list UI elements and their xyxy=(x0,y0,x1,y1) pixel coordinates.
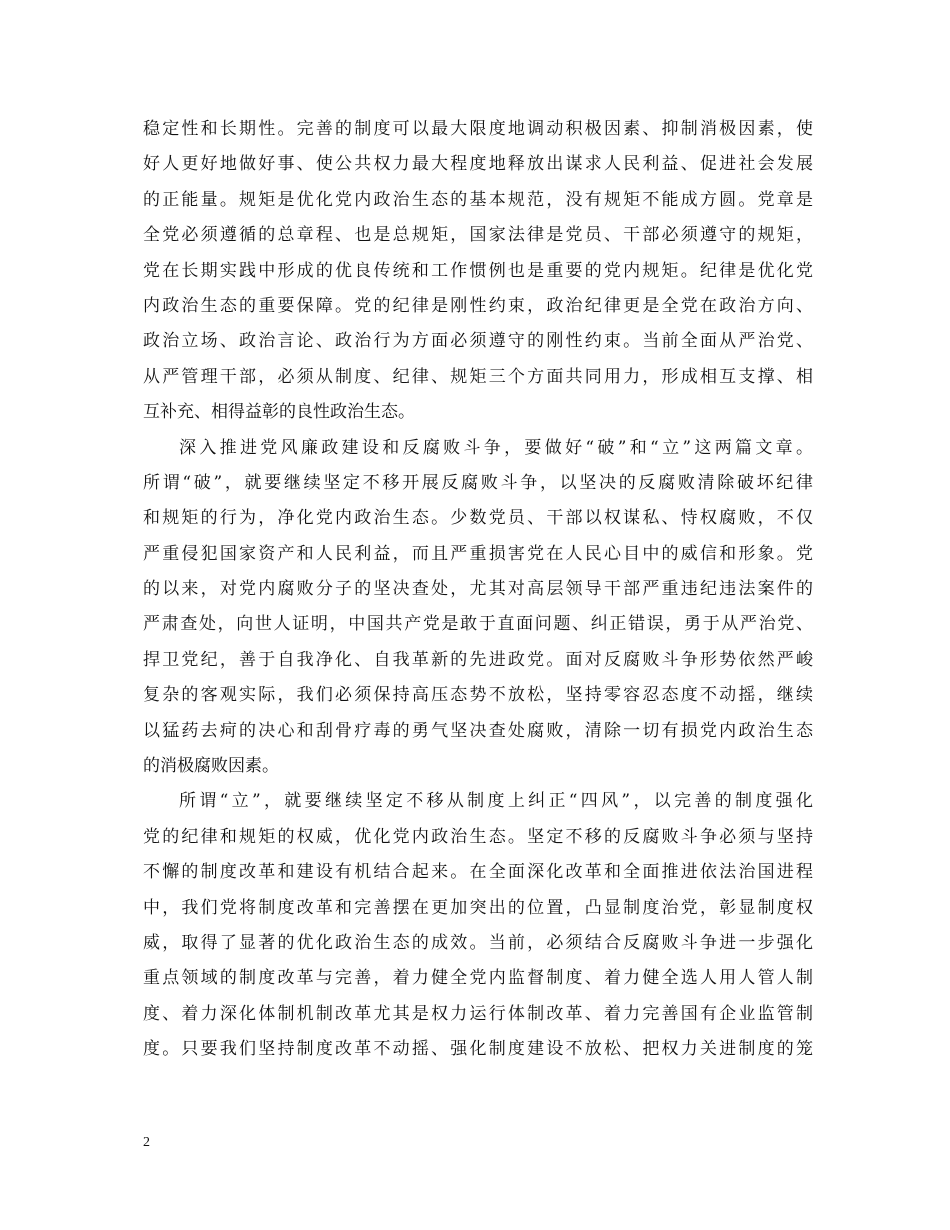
text-line: 稳定性和长期性。完善的制度可以最大限度地调动积极因素、抑制消极因素，使 xyxy=(143,119,813,139)
text-line: 不懈的制度改革和建设有机结合起来。在全面深化改革和全面推进依法治国进程 xyxy=(143,862,813,883)
text-line: 好人更好地做好事、使公共权力最大程度地释放出谋求人民利益、促进社会发展 xyxy=(143,154,813,175)
text-line: 以猛药去疴的决心和刮骨疗毒的勇气坚决查处腐败，清除一切有损党内政治生态 xyxy=(143,720,813,741)
page-number: 2 xyxy=(143,1135,150,1150)
text-line: 捍卫党纪，善于自我净化、自我革新的先进政党。面对反腐败斗争形势依然严峻 xyxy=(143,649,813,670)
text-line: 的以来，对党内腐败分子的坚决查处，尤其对高层领导干部严重违纪违法案件的 xyxy=(143,579,813,600)
text-line: 度。只要我们坚持制度改革不动摇、强化制度建设不放松、把权力关进制度的笼 xyxy=(143,1039,813,1060)
text-line: 互补充、相得益彰的良性政治生态。 xyxy=(143,402,415,423)
text-line: 全党必须遵循的总章程、也是总规矩，国家法律是党员、干部必须遵守的规矩， xyxy=(143,225,813,246)
text-line: 所谓“立”，就要继续坚定不移从制度上纠正“四风”，以完善的制度强化 xyxy=(179,791,813,812)
text-line: 深入推进党风廉政建设和反腐败斗争，要做好“破”和“立”这两篇文章。 xyxy=(179,437,813,458)
text-line: 党的纪律和规矩的权威，优化党内政治生态。坚定不移的反腐败斗争必须与坚持 xyxy=(143,826,813,847)
text-line: 所谓“破”，就要继续坚定不移开展反腐败斗争，以坚决的反腐败清除破坏纪律 xyxy=(143,472,813,493)
text-line: 的正能量。规矩是优化党内政治生态的基本规范，没有规矩不能成方圆。党章是 xyxy=(143,189,813,210)
text-line: 中，我们党将制度改革和完善摆在更加突出的位置，凸显制度治党，彰显制度权 xyxy=(143,897,813,918)
text-line: 严重侵犯国家资产和人民利益，而且严重损害党在人民心目中的威信和形象。党 xyxy=(143,543,813,564)
text-line: 复杂的客观实际，我们必须保持高压态势不放松，坚持零容忍态度不动摇，继续 xyxy=(143,685,813,706)
text-line: 重点领域的制度改革与完善，着力健全党内监督制度、着力健全选人用人管人制 xyxy=(143,968,813,989)
text-line: 严肃查处，向世人证明，中国共产党是敢于直面问题、纠正错误，勇于从严治党、 xyxy=(143,614,813,635)
text-line: 威，取得了显著的优化政治生态的成效。当前，必须结合反腐败斗争进一步强化 xyxy=(143,932,813,953)
text-line: 的消极腐败因素。 xyxy=(143,756,279,777)
text-line: 内政治生态的重要保障。党的纪律是刚性约束，政治纪律更是全党在政治方向、 xyxy=(143,295,813,316)
text-line: 从严管理干部，必须从制度、纪律、规矩三个方面共同用力，形成相互支撑、相 xyxy=(143,366,813,387)
text-line: 和规矩的行为，净化党内政治生态。少数党员、干部以权谋私、恃权腐败，不仅 xyxy=(143,508,813,529)
text-line: 政治立场、政治言论、政治行为方面必须遵守的刚性约束。当前全面从严治党、 xyxy=(143,331,813,352)
document-body xyxy=(143,112,813,1068)
text-line: 党在长期实践中形成的优良传统和工作惯例也是重要的党内规矩。纪律是优化党 xyxy=(143,260,813,281)
text-line: 度、着力深化体制机制改革尤其是权力运行体制改革、着力完善国有企业监管制 xyxy=(143,1003,813,1024)
